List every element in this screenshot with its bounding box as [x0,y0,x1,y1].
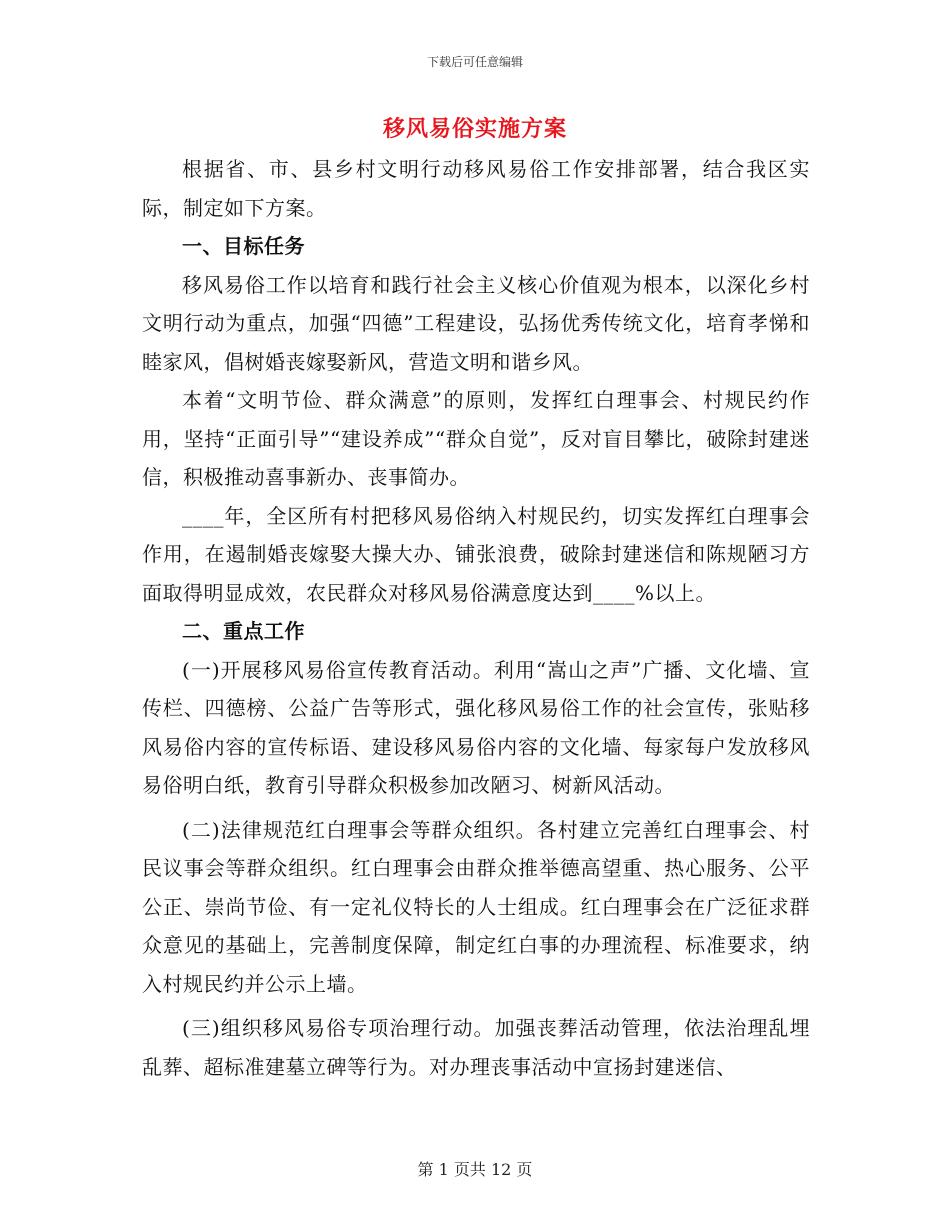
key-work-item-3: (三)组织移风易俗专项治理行动。加强丧葬活动管理，依法治理乱埋乱葬、超标准建墓立碑等行为。对办理丧事活动中宣扬封建迷信、 [142,1016,810,1079]
key-work-item-1: (一)开展移风易俗宣传教育活动。利用“嵩山之声”广播、文化墙、宣传栏、四德榜、公益广告等形式，强化移风易俗工作的社会宣传，张贴移风易俗内容的宣传标语、建设移风易俗内容的文化墙、每家每户发放移风易俗明白纸，教育引导群众积极参加改陋习、树新风活动。 [142,657,810,797]
key-work-item-2: (二)法律规范红白理事会等群众组织。各村建立完善红白理事会、村民议事会等群众组织。红白理事会由群众推举德高望重、热心服务、公平公正、崇尚节俭、有一定礼仪特长的人士组成。红白理事会在广泛征求群众意见的基础上，完善制度保障，制定红白事的办理流程、标准要求，纳入村规民约并公示上墙。 [142,817,810,996]
document-title: 移风易俗实施方案 [382,116,567,142]
goals-paragraph-1: 移风易俗工作以培育和践行社会主义核心价值观为根本，以深化乡村文明行动为重点，加强“四德”工程建设，弘扬优秀传统文化，培育孝悌和睦家风，倡树婚丧嫁娶新风，营造文明和谐乡风。 [142,272,810,374]
intro-paragraph: 根据省、市、县乡村文明行动移风易俗工作安排部署，结合我区实际，制定如下方案。 [142,157,810,220]
goals-paragraph-3: ____年，全区所有村把移风易俗纳入村规民约，切实发挥红白理事会作用，在遏制婚丧嫁娶大操大办、铺张浪费，破除封建迷信和陈规陋习方面取得明显成效，农民群众对移风易俗满意度达到____%以上。 [142,503,810,605]
header-note: 下载后可任意编辑 [426,55,523,69]
goals-paragraph-2: 本着“文明节俭、群众满意”的原则，发挥红白理事会、村规民约作用，坚持“正面引导”“建设养成”“群众自觉”，反对盲目攀比，破除封建迷信，积极推动喜事新办、丧事简办。 [142,388,810,489]
section-heading-goals: 一、目标任务 [182,234,305,258]
section-heading-key-work: 二、重点工作 [182,619,305,643]
document-body [142,150,810,1086]
page-footer: 第 1 页共 12 页 [417,1160,533,1179]
